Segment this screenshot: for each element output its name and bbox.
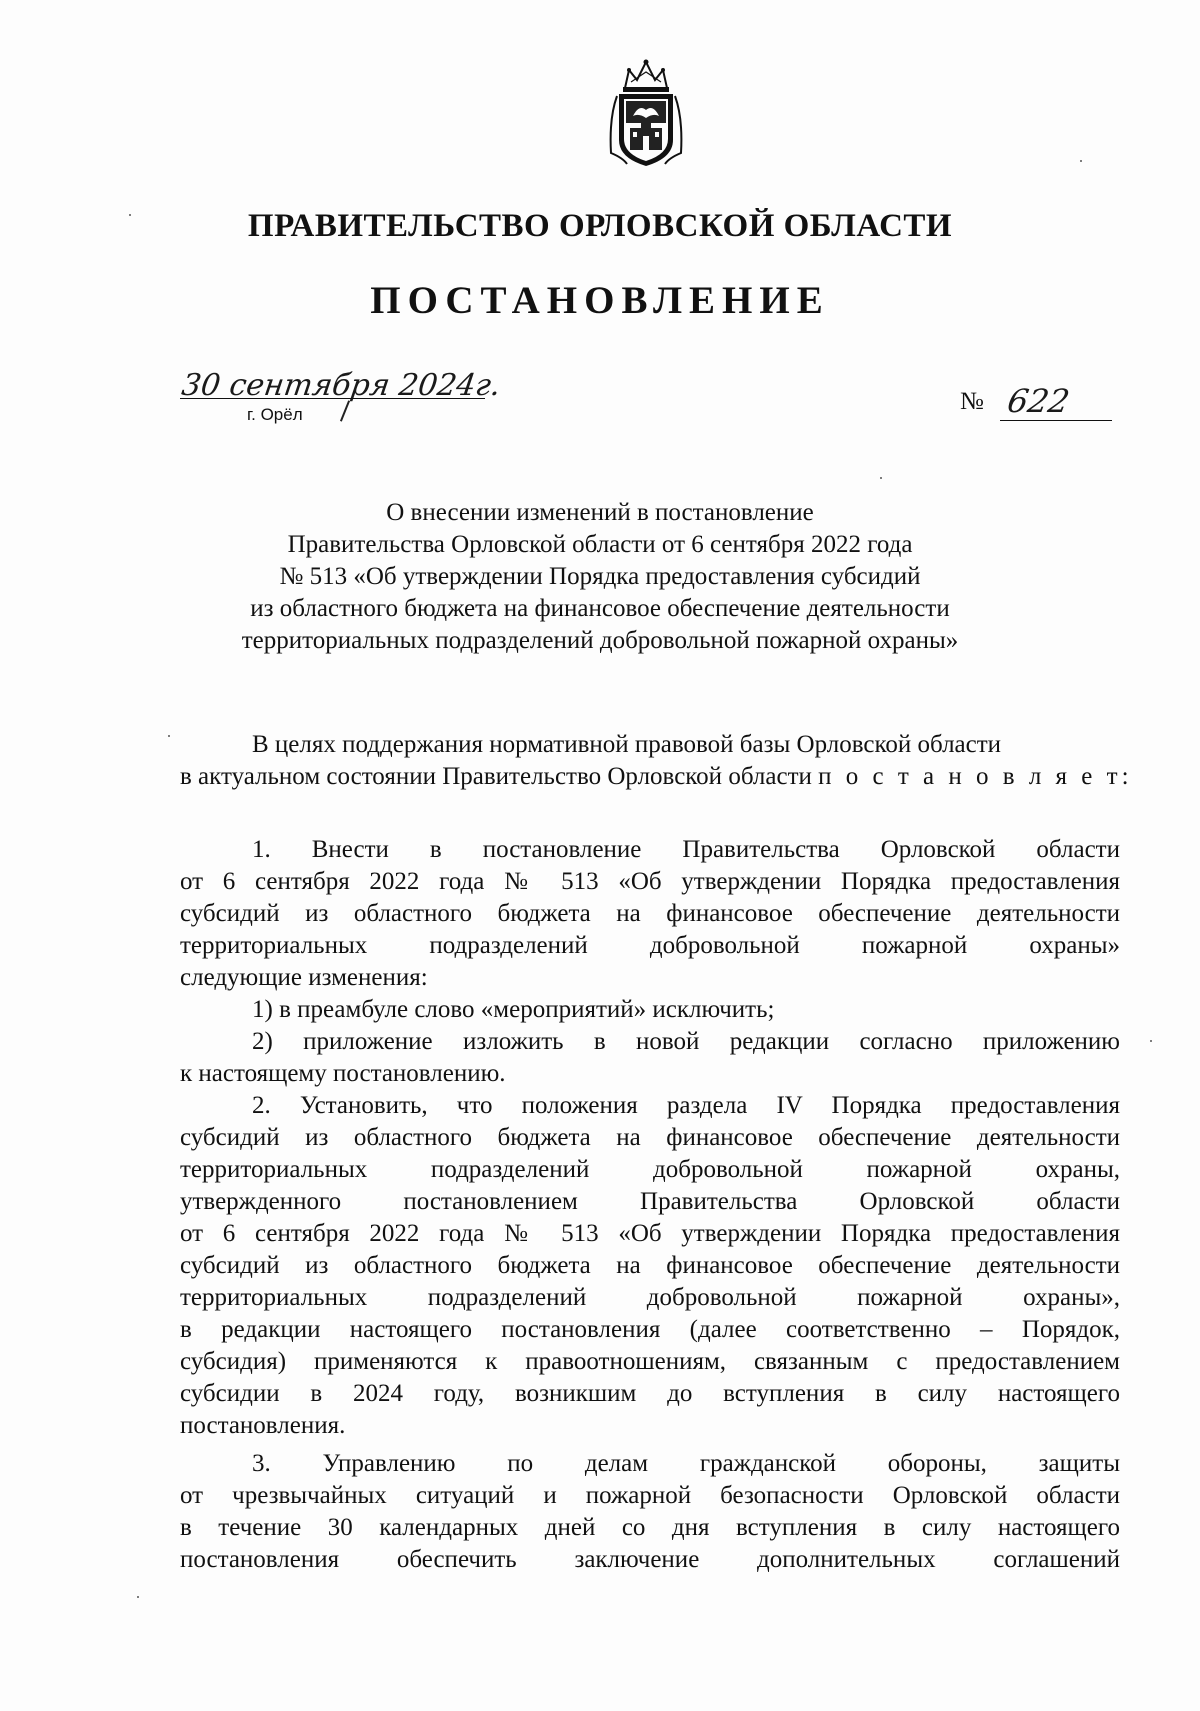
- number-underline: [1000, 420, 1112, 421]
- handwritten-number: 622: [1004, 382, 1073, 420]
- scan-speck: [1150, 1040, 1152, 1042]
- scan-speck: [168, 735, 170, 737]
- preamble-line: В целях поддержания нормативной правовой базы Орловской области: [252, 731, 1002, 758]
- item-3-line: в течение 30 календарных дней со дня вступления в силу настоящего: [180, 1514, 1120, 1541]
- scan-speck: [129, 214, 131, 216]
- scan-speck: [137, 1596, 139, 1598]
- item-1-line: от 6 сентября 2022 года № 513 «Об утверждении Порядка предоставления: [180, 868, 1120, 895]
- subject-line: территориальных подразделений добровольной пожарной охраны»: [241, 627, 959, 654]
- subject-line: из областного бюджета на финансовое обеспечение деятельности: [250, 595, 950, 622]
- item-2-line: в редакции настоящего постановления (далее соответственно – Порядок,: [180, 1316, 1120, 1343]
- item-2-line: утвержденного постановлением Правительства Орловской области: [180, 1188, 1120, 1215]
- item-1-line: 1. Внести в постановление Правительства Орловской области: [252, 836, 1120, 863]
- pen-stroke: [340, 400, 350, 421]
- item-2-line: субсидии в 2024 году, возникшим до вступления в силу настоящего: [180, 1380, 1120, 1407]
- number-sign: №: [960, 388, 984, 415]
- subject-line: Правительства Орловской области от 6 сентября 2022 года: [287, 531, 913, 558]
- item-2-line: субсидия) применяются к правоотношениям, связанным с предоставлением: [180, 1348, 1120, 1375]
- item-1-line: территориальных подразделений добровольной пожарной охраны»: [180, 932, 1120, 959]
- item-1-line: следующие изменения:: [180, 964, 428, 991]
- item-2-line: от 6 сентября 2022 года № 513 «Об утверждении Порядка предоставления: [180, 1220, 1120, 1247]
- item-2-line: субсидий из областного бюджета на финансовое обеспечение деятельности: [180, 1252, 1120, 1279]
- subject-line: № 513 «Об утверждении Порядка предоставления субсидий: [279, 563, 921, 590]
- subitem-1-2-line: 2) приложение изложить в новой редакции согласно приложению: [252, 1028, 1120, 1055]
- item-3-line: от чрезвычайных ситуаций и пожарной безопасности Орловской области: [180, 1482, 1120, 1509]
- subitem-1-2-line: к настоящему постановлению.: [180, 1060, 506, 1087]
- handwritten-date: 30 сентября 2024г.: [179, 368, 503, 403]
- scan-speck: [880, 477, 882, 479]
- document-type-title: ПОСТАНОВЛЕНИЕ: [370, 279, 830, 322]
- item-2-line: постановления.: [180, 1412, 346, 1439]
- resolves-word: п о с т а н о в л я е т:: [818, 763, 1133, 790]
- date-underline: [180, 398, 485, 399]
- item-3-line: 3. Управлению по делам гражданской обороны, защиты: [252, 1450, 1120, 1477]
- subject-line: О внесении изменений в постановление: [386, 499, 814, 526]
- subitem-1-1: 1) в преамбуле слово «мероприятий» исключить;: [252, 996, 775, 1023]
- item-1-line: субсидий из областного бюджета на финансовое обеспечение деятельности: [180, 900, 1120, 927]
- item-2-line: территориальных подразделений добровольной пожарной охраны,: [180, 1156, 1120, 1183]
- item-2-line: территориальных подразделений добровольной пожарной охраны»,: [180, 1284, 1120, 1311]
- item-2-line: субсидий из областного бюджета на финансовое обеспечение деятельности: [180, 1124, 1120, 1151]
- item-3-line: постановления обеспечить заключение дополнительных соглашений: [180, 1546, 1120, 1573]
- orel-coat-of-arms-icon: [603, 58, 689, 170]
- preamble-text: в актуальном состоянии Правительство Орловской области: [180, 763, 812, 790]
- city-label: г. Орёл: [247, 405, 303, 424]
- scan-speck: [1080, 160, 1082, 162]
- preamble-line: [180, 761, 1133, 793]
- organization-title: ПРАВИТЕЛЬСТВО ОРЛОВСКОЙ ОБЛАСТИ: [247, 208, 953, 244]
- item-2-line: 2. Установить, что положения раздела IV Порядка предоставления: [252, 1092, 1120, 1119]
- document-subject: [180, 497, 1020, 657]
